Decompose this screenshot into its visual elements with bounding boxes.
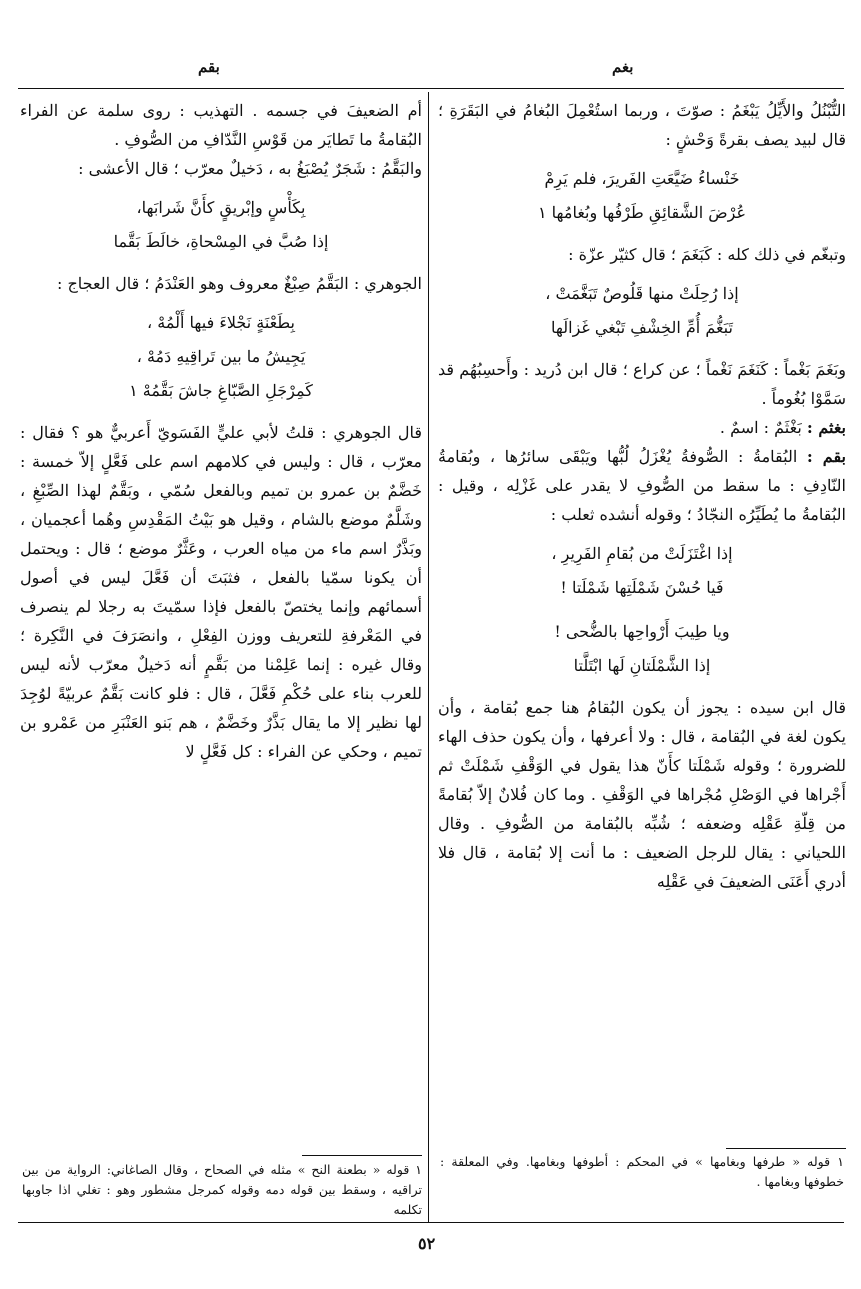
verse-line: عُرْضَ الشَّقائِقِ طَرْفُها وبُغامُها ١ (537, 203, 747, 222)
paragraph: الجوهري : البَقَّمُ صِبْغٌ معروف وهو العَنْدَمُ ؛ قال العجاج : (57, 274, 422, 293)
verse (20, 191, 422, 259)
entry-headword: بغثم : (806, 418, 846, 437)
page-number: ٥٢ (418, 1234, 436, 1253)
paragraph: والبَقَّمُ : شَجَرٌ يُصْبَغُ به ، دَخيلٌ معرّب ؛ قال الأعشى : (78, 159, 422, 178)
column-divider (428, 92, 429, 1222)
verse (438, 162, 846, 230)
verse-line: بِطَعْنَةٍ نَجْلاءَ فيها أَلْمُهْ ، (147, 313, 295, 332)
headword-right: بغم (612, 58, 634, 76)
verse-line: ويا طِيبَ أَرْواحِها بالضُّحى ! (554, 622, 730, 641)
bottom-rule (18, 1222, 844, 1223)
entry (438, 413, 846, 442)
verse (20, 306, 422, 408)
paragraph: وتبغّم في ذلك كله : كَبَغَمَ ؛ قال كثيّر عزّة : (568, 245, 846, 264)
verse (438, 277, 846, 345)
verse-line: إذا صُبَّ في المِسْحاةِ، خالَطَ بَقَّما (113, 232, 329, 251)
footnote-rule (726, 1148, 846, 1149)
verse-line: كَمِرْجَلِ الصَّبّاغِ جاشَ بَقَّمُهْ ١ (129, 381, 313, 400)
left-column (20, 96, 422, 766)
entry-headword: بقم : (806, 447, 846, 466)
headword-left: بقم (198, 58, 220, 76)
verse (438, 615, 846, 683)
entry-text: البُقامةُ : الصُّوفةُ يُغْزَلُ لُبُّها ويَبْقَى سائرُها ، وبُقامةُ النّادِفِ : ما سقط من الصُّوفِ لا يقدر على غَزْلِه ، وقيل : البُقامةُ ما يُطَيِّرُه النجّادُ ؛ وقوله أنشده ثعلب : (438, 447, 846, 524)
verse-line: يَجِيشُ ما بين تَراقِيهِ دَمُهْ ، (136, 347, 306, 366)
verse-line: إذا اغْتَزَلَتْ من بُقامِ الفَرِيرِ ، (551, 544, 733, 563)
verse-line: بِكَأْسٍ وإبْريقٍ كأَنَّ شَرابَها، (136, 198, 306, 217)
verse-line: فَيا حُسْنَ شَمْلَتِها شَمْلَتا ! (560, 578, 724, 597)
footnote-left: ١ قوله « بطعنة النح » مثله في الصحاح ، وقال الصاغاني: الرواية من بين تراقيه ، وسقط بين قوله دمه وقوله كمرجل مشطور وهو : تغلي اذا جاوبها تكلمه (22, 1162, 422, 1217)
verse-line: تَبَغُّمَ أُمِّ الخِشْفِ تَبْغي غَزالَها (551, 318, 733, 337)
right-column (438, 96, 846, 896)
paragraph: وبَغَمَ بَغْماً : كَنَغَمَ نَغْماً ؛ عن كراع ؛ قال ابن دُريد : وأَحسِبُهُم قد سَمَّوْا بُغُوماً . (438, 360, 846, 408)
paragraph: التُّبْنُلُ والأَيِّلُ يَبْغَمُ : صوّتَ ، وربما استُعْمِلَ البُغامُ في البَقَرَةِ ؛ قال لبيد يصف بقرةً وَحْشٍ : (438, 101, 846, 149)
paragraph: أم الضعيفَ في جسمه . التهذيب : روى سلمة عن الفراء البُقامةُ ما تَطايَر من قَوْسِ النَّدّافِ من الصُّوفِ . (20, 101, 422, 149)
verse-line: خَنْساءُ ضَيَّعَتِ الفَريرَ، فلم يَرِمْ (544, 169, 740, 188)
entry (438, 442, 846, 529)
paragraph: قال الجوهري : قلتُ لأبي عليٍّ الفَسَويّ أَعربيٌّ هو ؟ فقال : معرّب ، قال : وليس في كلامهم اسم على فَعَّلٍ إلاّ خمسة : خَضَّمٌ بن عمرو بن تميم وبالفعل سُمّي ، وبَقَّمٌ لهذا الصِّبْغِ ، وشَلَّمٌ موضع بالشام ، وقيل هو بَيْتُ المَقْدِسِ وهُما أعجميان ، وبَذَّرٌ اسم ماء من مياه العرب ، وعَثَّرٌ موضع ؛ قال : ويحتمل أن يكونا سمّيا بالفعل ، فثبَتَ أن فَعَّلَ ليس في أصول أسمائهم وإنما يختصّ بالفعل فإذا سمّيتَ به رجلا لم ينصرف في المَعْرفةِ للتعريف ووزن الفِعْلِ ، وانصَرَفَ في النَّكِرة ؛ وقال غيره : إنما عَلِمْنا من بَقَّمٍ أنه دَخيلٌ معرّب لأنه ليس للعرب بناء على حُكْمِ فَعَّلَ ، قال : فلو كانت بَقَّمٌ عربيّةً لوُجِدَ لها نظير إلا ما يقال بَذَّرٌ وخَضَّمٌ ، هم بَنو العَنْبَرِ من عَمْرو بن تميم ، وحكي عن الفراء : كل فَعَّلٍ لا (20, 423, 422, 761)
footnote-rule (302, 1155, 422, 1156)
footnote-right: ١ قوله « طرفها وبغامها » في المحكم : أطوفها وبغامها. وفي المعلقة : خطوفها وبغامها . (440, 1154, 844, 1189)
verse-line: إذا رُحِلَتْ منها قَلُوصٌ تَبَغَّمَتْ ، (545, 284, 739, 303)
verse-line: إذا الشَّمْلَتانِ لَها ابْتَلَّتا (573, 656, 711, 675)
paragraph: قال ابن سيده : يجوز أن يكون البُقامُ هنا جمع بُقامة ، وأن يكون لغة في البُقامة ، قال : ولا أعرفها ، وأن يكون حذف الهاء للضرورة ؛ وقوله شَمْلَتا كأَنّ هذا يقول في الوَقْفِ شَمْلَتْ ثم أَجْراها في الوَصْلِ مُجْراها في الوَقْفِ . وما كان فُلانٌ إلاّ بُقامةً من قِلّةِ عَقْلِه وضعفه ؛ شُبِّه بالبُقامة من الصُّوفِ . وقال اللحياني : يقال للرجل الضعيف : ما أنت إلا بُقامة ، قال فلا أدري أَعَنَى الضعيفَ في عَقْلِه (438, 698, 846, 891)
entry-text: بَغْثَمٌ : اسمٌ . (719, 418, 802, 437)
top-rule (18, 88, 844, 89)
verse (438, 537, 846, 605)
